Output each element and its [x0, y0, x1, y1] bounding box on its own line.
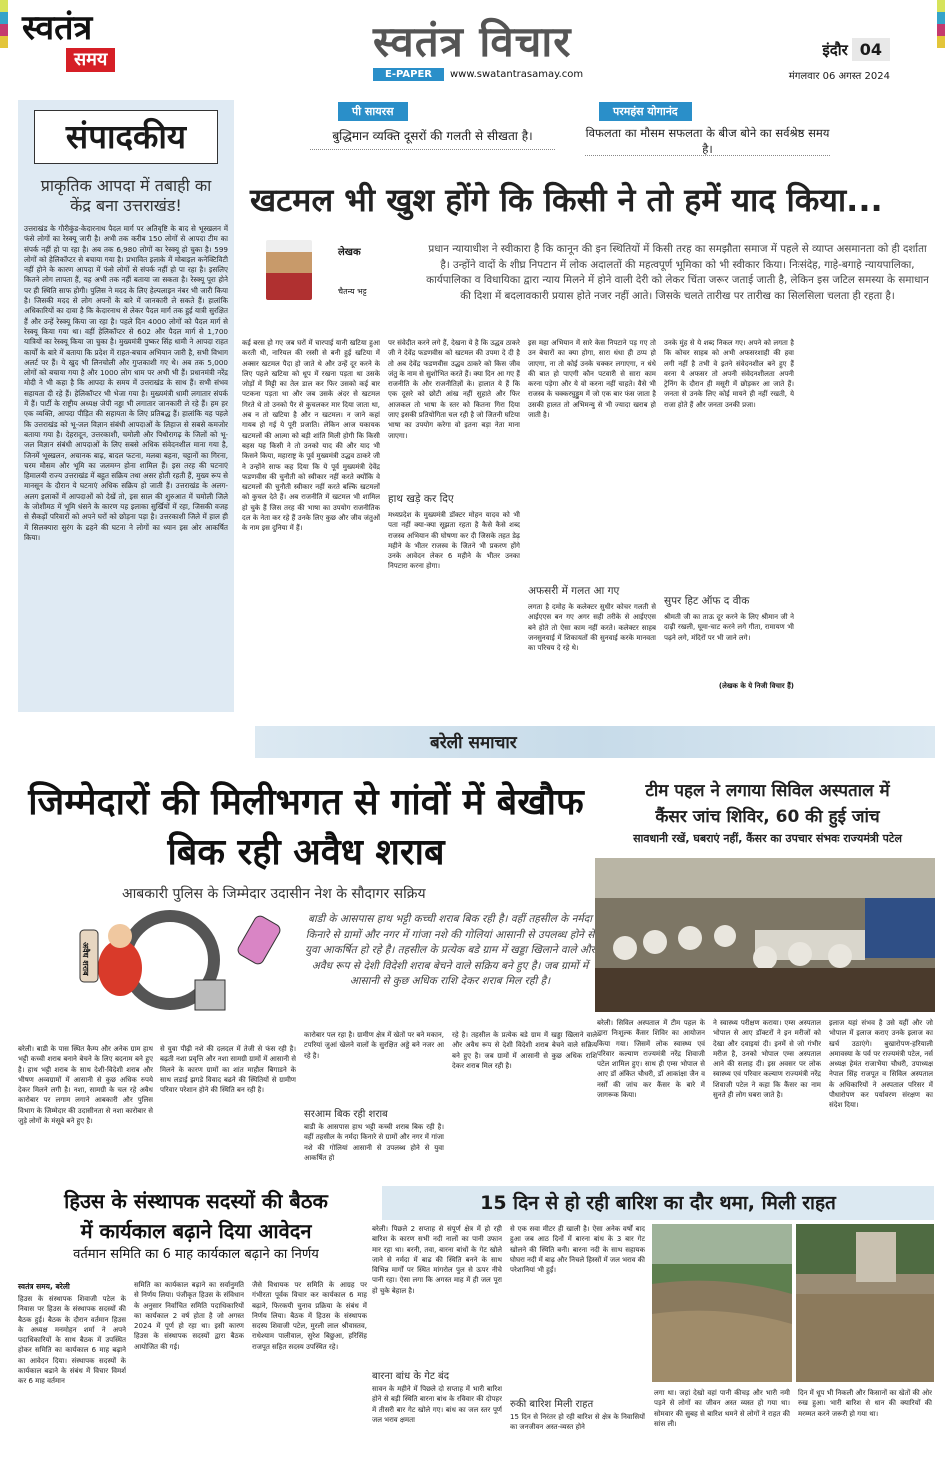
- quote-text: बुद्धिमान व्यक्ति दूसरों की गलती से सीखता है।: [332, 129, 533, 143]
- story1-pullquote: बाडी के आसपास हाथ भट्टी कच्ची शराब बिक रही है। वहीं तहसील के नर्मदा किनारे से ग्रामों और नगर में गांजा नशे की गोलियां आसानी से उपलब्ध होने से युवा आकर्षित हो रहे है। तहसील के प्रत्येक बडे ग्राम में खड्डा खिलाने वाले और अवैध रूप से देशी विदेशी शराब बेचने वाले सक्रिय बने हुए है। जब ग्रामों में आसानी से कुछ अधिक राशि देकर शराब मिल रही है।: [305, 913, 595, 987]
- story4-headline-band: [382, 1186, 934, 1220]
- main-intro: प्रधान न्यायाधीश ने स्वीकारा है कि कानून की इन स्थितियों में किसी तरह का समझौता समाज में पहले से व्याप्त असमानता को ही दर्शाता है। उन्होंने वादों के शीघ्र निपटान में लोक अदालतों की महत्वपूर्ण भूमिका को भी स्वीकार किया। निःसंदेह, गाहे-बगाहे न्यायपालिका, कार्यपालिका व विधायिका द्वारा न्याय मिलने में होने वाली देरी को लेकर चिंता जरूर जताई जाती है, लेकिन इस जटिल समस्या के समाधान की दिशा में बदलावकारी प्रयास होते नजर नहीं आते। जिसके चलते तारीख पर तारीख का सिलसिला चलता ही रहता है।: [426, 243, 929, 302]
- section-label: बरेली समाचार: [430, 733, 517, 753]
- edition-date: मंगलवार 06 अगस्त 2024: [788, 71, 890, 82]
- author-photo: [266, 240, 312, 300]
- story1-column-3-text: कारोबार पल रहा है। ग्रामीण क्षेत्र में खेतों पर बने मकान, टपरियां जुआं खेलने वालों के सुरक्षित अड्डे बने नजर आ रहे है।: [304, 1031, 444, 1060]
- story4-photo-river: [652, 1224, 792, 1382]
- story3-headline: [16, 1186, 376, 1264]
- epaper-badge: E-PAPER: [373, 68, 444, 81]
- story3-column-2: समिति का कार्यकाल बढ़ाने का सर्वानुमति से निर्णय लिया। पंजीकृत हिउस के संविधान के अनुसार निर्वाचित समिति पदाधिकारियों का कार्यकाल 2 वर्ष होता है जो अगस्त 2024 में पूर्ण हो रहा था। इसी कारण हिउस के संस्थापक सदस्यों द्वारा बैठक आयोजित की गई।: [134, 1281, 244, 1351]
- color-registration-bar-left: [0, 0, 8, 1468]
- author-name: चैतन्य भट्ट: [338, 287, 367, 296]
- editorial-column: [18, 100, 234, 712]
- main-column-2-text: पर संवेदीत करने लगे हैं, देखना ये है कि उद्धव ठाकरे जी ने देवेंद्र फडणवीस को खटमल की उपमा दे दी है तो अब देवेंद्र फडणवीस उद्धव ठाकरे को किस जीव जंतु के नाम से सुशोभित करते हैं। क्या दिन आ गए हैं राजनीति के और राजनीतिज्ञों के। हालात ये हैं कि एक दूसरे को छोटी आंख नहीं सुहाते और फिर आजकल तो भाषा के स्तर को कितना गिरा दिया जाए इसकी प्रतियोगिता चल रही है जो जितनी घटिया भाषा का उपयोग करेगा वो इतना बड़ा नेता माना जाएगा।: [388, 339, 520, 440]
- main-column-2b-text: मध्यप्रदेश के मुख्यमंत्री डॉक्टर मोहन यादव को भी पता नहीं क्या-क्या सूझता रहता है कैसे कैसे शब्द राजस्व अभियान की घोषणा कर दी जिसके तहत डेढ़ महीने के भीतर राजस्व के जितने भी प्रकरण होंगे उनके आवेदन लेकर 6 महीने के भीतर उनका निपटारा करना होगा।: [388, 511, 520, 571]
- page-title: स्वतंत्र विचार: [373, 17, 572, 66]
- story4-column-2b-text: 15 दिन से निरंतर हो रही बारिश से क्षेत्र के निवासियों का जनजीवन अस्त-व्यस्त होने: [510, 1413, 645, 1432]
- story3-column-3: जैसे विधायक पर समिति के आग्रह पर गंभीरता पूर्वक विचार कर कार्यकाल 6 माह बढ़ाने, फिरकयी चुनाव प्रक्रिया के संबंध में निर्णय लिया। बैठक में हिउस के संस्थापक सदस्य शिवाजी पटेल, मुरली लाल श्रीवास्तव, राधेश्याम पालीवाल, सुरेश बिछुआ, हरिसिंह राजपूत सहित सदस्य उपस्थित रहे।: [252, 1281, 367, 1351]
- story1-column-3b-text: बाडी के आसपास हाथ भट्टी कच्ची शराब बिक रही है। वहीं तहसील के नर्मदा किनारे से ग्रामों और नगर में गांजा नशे की गोलियां आसानी से उपलब्ध होने से युवा आकर्षित हो: [304, 1123, 444, 1162]
- story4-subhead-2: रुकी बारिश मिली राहत: [510, 1399, 594, 1410]
- story3-deck: वर्तमान समिति का 6 माह कार्यकाल बढ़ाने का निर्णय: [73, 1247, 319, 1262]
- story2-column-3: इलाज यहां संभव है उसे यहीं और जो भोपाल में इलाज कराए उनके इलाज का खर्च उठाएंगे। बुखारोपण-हरियाली अमावस्या के पर्व पर राज्यमंत्री पटेल, नर्स अध्यक्ष हेमंत राजाभैया चौधरी, उपाध्यक्ष नेपाल सिंह राजपूत व सिविल अस्पताल के अधिकारियों ने अस्पताल परिसर में पौधारोपण कर पर्यावरण संरक्षण का संदेश दिया।: [829, 1019, 933, 1110]
- story4-subhead-1: बारना बांध के गेट बंद: [372, 1371, 450, 1382]
- flood-river-photo: [652, 1224, 792, 1382]
- story1-column-2: से युवा पीढ़ी नशे की दलदल में तेजी से फंस रही है। बढ़ती नशा प्रवृत्ति और नशा सामग्री ग्रामों में आसानी से मिलने के कारण ग्रामों का शांत माहौल बिगाडने के साथ लडाई झगडे विवाद बढने की स्थितियों से ग्रामीण परिवार परेशान होने की स्थिति बन रही है।: [160, 1045, 296, 1095]
- story2-photo: [595, 858, 935, 1012]
- author-block: [258, 236, 408, 304]
- main-column-4b-text: श्रीमती जी का ताऊ दूर करने के लिए श्रीमान जी ने दाढ़ी रखली, घूमा-चाट करने लगे गीता, रामायण भी पढ़ने लगे, मंदिरों पर भी जाने लगे।: [664, 613, 794, 642]
- logo-text-top: स्वतंत्र: [22, 8, 93, 48]
- story1-column-3: [304, 1030, 444, 1178]
- story3-headline-line2: में कार्यकाल बढ़ाने दिया आवेदन: [80, 1219, 312, 1243]
- masthead: [18, 8, 930, 98]
- story4-column-1: [372, 1224, 502, 1458]
- main-column-2: [388, 338, 520, 710]
- main-column-4: [664, 338, 794, 710]
- story3-headline-line1: हिउस के संस्थापक सदस्यों की बैठक: [64, 1189, 328, 1213]
- story2-headline: [605, 778, 930, 848]
- logo-text-bottom: समय: [66, 48, 115, 72]
- editorial-body: उत्तराखंड के गौरीकुंड-केदारनाथ पैदल मार्ग पर अतिवृष्टि के बाद से भूस्खलन में फंसे लोगों का रेस्क्यू जारी है। अभी तक करीब 150 लोगों से आपदा टीम का संपर्क नहीं हो पा रहा है। अब तक 6,980 लोगों का रेस्क्यू हो चुका है। 599 लोगों को हेलिकॉप्टर से बचाया गया है। प्रभावित इलाके में मोबाइल कनेक्टिविटी नहीं होने के कारण आपदा में फंसे लोगों से संपर्क नहीं हो पा रहा है। इसलिए कितने लोग लापता हैं, यह अभी तक नहीं बताया जा सकता है। रेस्क्यू पूरा होने पर ही स्थिति साफ होगी। पुलिस ने मदद के लिए हेल्पलाइन नंबर भी जारी किया है। जिसकी मदद से लोग अपनों के बारे में जानकारी ले सकते हैं। हालांकि अधिकारियों का दावा है कि केदारनाथ से लेकर पैदल मार्ग तक हुई यात्री सुरक्षित हैं और उन्हें रेस्क्यू किया जा रहा है। पहले दिन 4000 लोगों को पैदल मार्ग से रेस्क्यू किया गया था। वहीं हेलिकॉप्टर से 602 और पैदल मार्ग से 1,700 यात्रियों का रेस्क्यू किया जा चुका है। मुख्यमंत्री पुष्कर सिंह धामी ने आपदा राहत कार्यों के बारे में बताया कि प्रदेश में राहत-बचाव अभियान जारी है, सभी विभाग अलर्ट पर हैं। ये खुद भी लिनचोली और गुप्तकाशी गए थे। अब तक 5,000 लोगों को बचाया गया है और 1000 लोग धाम पर अभी भी हैं। प्रधानमंत्री नरेंद्र मोदी ने भी कहा है कि आपदा के समय में उत्तराखंड के साथ हैं। सभी संभव सहायता दी रहे हैं। हेलिकॉप्टर भी भेजा गया है। मुख्यमंत्री धामी लगातार संपर्क में हैं। पार्टी के राष्ट्रीय अध्यक्ष जेपी नड्डा भी लगातार जानकारी ले रहे हैं। हम हर एक व्यक्ति, आपदा पीड़ित की सहायता के लिए प्रतिबद्ध हैं। हालांकि यह पहले कि उत्तराखंड को भू-जल विज्ञान संबंधी आपदाओं के लिहाज से सबसे कमजोर बताया गया है। देहरादून, उत्तरकाशी, चमोली और पिथौरागढ़ के जिलों को भू-जल विज्ञान संबंधी आपदाओं के लिए सबसे अधिक संवेदनशील माना गया है, जिनमें भूस्खलन, अचानक बाढ़, बादल फटना, मलबा बहना, चट्टानों का गिरना, चरम मौसम और भूमि का जलमग्न होना शामिल हैं। इस तरह की घटनाएं हिमालयी राज्य उत्तराखंड में बहुत सक्रिय तथा असर होती रहती हैं, मुख्य रूप से मानसून के दौरान ये घटनाएं अधिक सक्रिय हो जाती हैं। उत्तराखंड के अलग-अलग इलाकों में आपदाओं को देखें तो, इस साल की शुरुआत में चमोली जिले के जोशीमठ में भूमि धंसने के कारण यह इलाका सुर्खियों में रहा, जिसकी वजह से सैकड़ों परिवारों को अपने घरों को छोड़ना पड़ा है। उत्तरकाशी जिले में हाल ही में सिलक्यारा सुरंग के ढहने की घटना ने लोगों का ध्यान इस ओर आकर्षित किया।: [24, 224, 228, 542]
- story1-subhead: सरआम बिक रही शराब: [304, 1109, 388, 1120]
- website-link[interactable]: www.swatantrasamay.com: [450, 69, 584, 80]
- story4-column-2: [510, 1224, 645, 1458]
- main-column-1: कई बरस हो गए जब घरों में चारपाई यानी खटिया हुआ करती थी, नारियल की रस्सी से बनी हुई खटिया में अक्सर खटमल पैदा हो जाते थे और उन्हें दूर करने के लिए पहले खटिया को धूप में रखना पड़ता था उसके जोड़ों में मिट्टी का तेल डाल कर फिर उसको कई बार पटकना पड़ता था और जब उसके अंदर से खटमल गिरते थे तो उनको पैर से कुचलकर मार दिया जाता था, अब न तो खटिया है और न खटमल। न जाने कहां गायब हो गई ये पूरी प्रजाति। लेकिन आज यकायक खटमलों की आत्मा को बड़ी शांति मिली होगी कि किसी बहस यह किसी ने तो उनको याद की और याद भी किसने किया, महाराष्ट्र के पूर्व मुख्यमंत्री उद्धव ठाकरे जी ने उन्होंने साफ कह दिया कि ये पूर्व मुख्यमंत्री देवेंद्र फडणवीस की चुनौती को स्वीकार नहीं करते क्योंकि वे खटमलों की चुनौती स्वीकार नहीं करते बल्कि खटमलों को कुचल देते हैं। अब राजनीति में खटमल भी शामिल हो चुके हैं जिस तरह की भाषा का उपयोग राजनीतिक दल के नेता कर रहे हैं उनके लिए कुछ और जीव जंतुओं के नाम इस दुनिया में हैं।: [242, 339, 380, 533]
- main-column-4-text: उनके मुंह से ये शब्द निकल गए। अपने को लगता है कि कोचर साहब को अभी अफसरशाही की हवा लगी नहीं है तभी वे इतने संवेदनशील बने हुए हैं वरना ये अफसर तो अपनी संवेदनशीलता अपनी ट्रेनिंग के दौरान ही मसूरी में छोड़कर आ जाते हैं। जनता से उनके लिए कोई मायने ही नहीं रखती, ये राजा होते हैं और जनता उनकी प्रजा।: [664, 339, 794, 409]
- story2-column-1: बरेली। सिविल अस्पताल में टीम पहल के द्वारा निःशुल्क कैंसर शिविर का आयोजन किया गया। जिसमें लोक स्वास्थ्य एवं परिवार कल्याण राज्यमंत्री नरेंद्र शिवाजी पटेल शामिल हुए। साथ ही एम्स भोपाल से आए डॉ अंकित चौधरी, डॉ आकांक्षा जैन व नर्सों की जांच कर कैंसर के बारे में जागरूक किया।: [597, 1019, 705, 1100]
- story1-column-1: बरेली। बाडी के पास स्थित कैम्प और अनेक ग्राम हाथ भट्टी कच्ची शराब बनाने बेचने के लिए बदनाम बने हुए है। हाथ भट्टी शराब के साथ देशी-विदेशी शराब और भीषण अव्वग्रामों में आसानी से कुछ अधिक रुपये देकर मिलने लगी है। नशा, सामग्री के चल रहे अवैध कारोबार पर लगाम लगाने आबकारी और पुलिस विभाग के जिम्मेदार की उदासीनता से नशा कारोबार से जुड़े लोगों के मंसूबे बने हुए है।: [18, 1045, 153, 1126]
- story2-column-2: ने स्वास्थ्य परीक्षण कराया। एम्स अस्पताल भोपाल से आए डॉक्टरों ने इन मरीजों को देखा और दवाइयां दी। इनमें से जो गंभीर मरीज है, उनको भोपाल एम्स अस्पताल आने की सलाह दी। इस अवसर पर लोक स्वास्थ्य एवं परिवार कल्याण राज्यमंत्री नरेंद्र शिवाजी पटेल ने कहा कि कैंसर का नाम सुनते ही लोग घबरा जाते है।: [713, 1019, 821, 1100]
- cartoon-label: अवैध शराब: [81, 942, 90, 976]
- main-column-3b-text: लगता है दमोह के कलेक्टर सुधीर कोचर गलती से आईएएस बन गए अगर सही तरीके से आईएएस बने होते तो ऐसा काम नहीं करते। कलेक्टर साहब जनसुनवाई में शिकायतों की सुनवाई करके मानवता का परिचय दे रहे थे।: [528, 603, 656, 653]
- main-headline: खटमल भी खुश होंगे कि किसी ने तो हमें याद किया...: [250, 181, 883, 219]
- story3-byline: स्वतंत्र समय, बरेली: [18, 1282, 70, 1291]
- editorial-heading: संपादकीय: [34, 110, 218, 164]
- story1-deck: आबकारी पुलिस के जिम्मेदार उदासीन नेश के सौदागर सक्रिय: [122, 886, 426, 902]
- story1-cartoon: [20, 910, 290, 1022]
- edition-city: इंदौर: [822, 40, 848, 59]
- main-column-3-text: इस महा अभियान में सारे केस निपटाने पड़ गए तो उन बेचारों का क्या होगा, सारा धंधा ही ठप्प हो जाएगा, ना तो कोई उनके चक्कर लगाएगा, न धंधे की बात हो पाएगी कौन पटवारी से सारा काम करना पड़ेगा और ये वो करना नहीं चाहते। वैसे भी राजस्व के चक्करघुड्डुम में जो एक बार फंस जाता है उसकी हालत तो अभिमन्यु से भी ज्यादा खराब हो जाती है।: [528, 339, 656, 420]
- story4-photo-ghat: [796, 1224, 934, 1382]
- story4-column-4: दिन में धूप भी निकली और किसानों का खेतों की ओर रुख हुआ। भारी बारिश से धान की क्यारियों की मरम्मत करने जरूरी हो गया था।: [798, 1389, 932, 1418]
- cancer-camp-photo: [595, 858, 935, 1012]
- story2-headline-line1: टीम पहल ने लगाया सिविल अस्पताल में: [645, 781, 890, 801]
- quote-author: पी सायरस: [338, 102, 408, 121]
- story3-column-1: हिउस के संस्थापक शिवाजी पटेल के निवास पर हिउस के संस्थापक सदस्यों की बैठक हुई। बैठक के दौरान वर्तमान हिउस के अध्यक्ष मनमोहन शर्मा ने अपने पदाधिकारियों के साथ बैठक में उपस्थित होकर समिति का कार्यकाल 6 माह बढ़ाने का आवेदन दिया। संस्थापक सदस्यों के कार्यकाल बढाने के संबंध में विचार विमर्श कर 6 माह वर्तमान: [18, 1295, 126, 1386]
- story1-column-4: रहे है। तहसील के प्रत्येक बडे ग्राम में खड्डा खिलाने वाले और अवैध रूप से देशी विदेशी शराब बेचने वाले सक्रिय बने हुए है। जब ग्रामों में आसानी से कुछ अधिक राशि देकर शराब मिल रही है।: [452, 1031, 597, 1070]
- story4-column-2-text: से एक सवा मीटर ही खाली है। ऐसा अनेक वर्षों बाद हुआ जब आठ दिनों में बारना बांध के 3 बार गेट खोलने की स्थिति बनी। बारना नदी के साथ सहायक घोघरा नदी में बाढ़ और निचले हिस्सों में जल भराव की परेशानियां भी हुईं।: [510, 1225, 645, 1275]
- main-subhead-2: अफसरी में गलत आ गए: [528, 585, 620, 597]
- main-subhead-3: सुपर हिट ऑफ द वीक: [664, 595, 750, 607]
- quote-left: [310, 100, 555, 150]
- story4-column-1-text: बरेली। पिछले 2 सप्ताह से संपूर्ण क्षेत्र में हो रही बारिश के कारण सभी नदी नालों का पानी उफान मार रहा था। बरनी, तवा, बारना बांधों के गेट खोले जाने से नर्मदा में बाढ की स्थिति बनने के साथ विभिन्न मार्गों पर स्थित मांगरोल पुल से ऊपर नीचे पानी रहा। ऐसा लगा कि अगस्त माह में ही जल पूरा हो चुके बेहाल है।: [372, 1225, 502, 1295]
- editorial-title: प्राकृतिक आपदा में तबाही का केंद्र बना उत्तराखंड!: [40, 176, 212, 215]
- author-disclaimer: (लेखक के ये निजी विचार हैं): [718, 682, 794, 690]
- cartoon-illustration: [20, 910, 290, 1022]
- main-column-3: [528, 338, 656, 710]
- section-band: [255, 726, 935, 758]
- story2-headline-line2: कैंसर जांच शिविर, 60 की हुई जांच: [655, 807, 880, 827]
- quote-text: विफलता का मौसम सफलता के बीज बोने का सर्वश्रेष्ठ समय है।: [585, 126, 830, 156]
- quote-right: [585, 100, 830, 156]
- story1-headline: [16, 778, 596, 878]
- newspaper-logo: [22, 8, 132, 72]
- page-number: 04: [852, 38, 890, 61]
- story1-headline-text: जिम्मेदारों की मिलीभगत से गांवों में बेखौफ बिक रही अवैध शराब: [28, 782, 584, 873]
- story4-column-3: लगा था। जहां देखो वहां पानी कीचड़ और भारी नमी पड़ने से लोगों का जीवन अस्त व्यस्त हो गया था। सोमवार की सुबह से बारिश थमने से लोगों ने राहत की सांस ली।: [654, 1389, 790, 1428]
- author-label: लेखक: [338, 247, 361, 258]
- flooded-ghat-photo: [796, 1224, 934, 1382]
- main-subhead-1: हाथ खड़े कर दिए: [388, 493, 454, 505]
- story4-headline: 15 दिन से हो रही बारिश का दौर थमा, मिली राहत: [480, 1192, 836, 1214]
- story4-column-1b-text: सावन के महीने में पिछले दो सप्ताह में भारी बारिश होने से बड़ी स्थिति बारना बांध के रविवार की दोपहर में तीसरी बार गेट खोले गए। बांध का जल स्तर पूर्ण जल भराव क्षमता: [372, 1385, 502, 1424]
- story2-deck: सावधानी रखें, घबराएं नहीं, कैंसर का उपचार संभवः राज्यमंत्री पटेल: [633, 832, 902, 845]
- quote-author: परमहंस योगानंद: [599, 102, 692, 121]
